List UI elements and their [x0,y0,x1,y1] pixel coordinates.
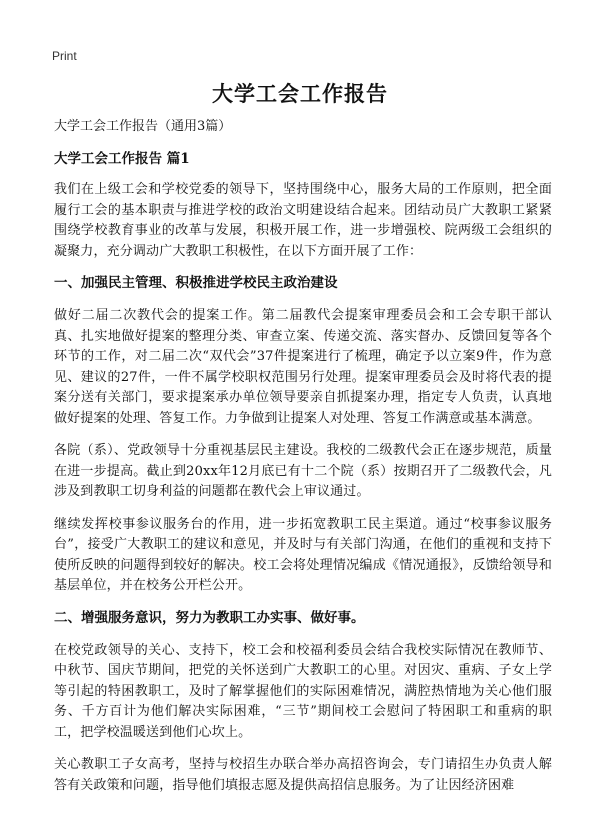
section2-paragraph: 关心教职工子女高考，坚持与校招生办联合举办高招咨询会，专门请招生办负责人解答有关政策和问题，指导他们填报志愿及提供高招信息服务。为了让因经济困难 [54,757,552,793]
section1-paragraph: 各院（系）、党政领导十分重视基层民主建设。我校的二级教代会正在逐步规范，质量在进一步提高。截止到20xx年12月底已有十二个院（系）按期召开了二级教代会，凡涉及到教职工切身利益的问题都在教代会上审议通过。 [54,443,552,499]
section2-paragraph: 在校党政领导的关心、支持下，校工会和校福利委员会结合我校实际情况在教师节、中秋节、国庆节期间，把党的关怀送到广大教职工的心里。对因灾、重病、子女上学等引起的特困教职工，及时了解掌握他们的实际困难情况，满腔热情地为关心他们服务、千方百计为他们解决实际困难，“三节”期间校工会慰问了特困职工和重病的职工，把学校温暖送到他们心坎上。 [54,642,552,740]
section1-paragraph: 做好二届二次教代会的提案工作。第二届教代会提案审理委员会和工会专职干部认真、扎实地做好提案的整理分类、审查立案、传递交流、落实督办、反馈回复等各个环节的工作，对二届二次“双代会”37件提案进行了梳理，确定予以立案9件，作为意见、建议的27件，一件不属学校职权范围另行处理。提案审理委员会及时将代表的提案分送有关部门，要求提案承办单位领导要亲自抓提案办理，指定专人负责，认真地做好提案的处理、答复工作。力争做到让提案人对处理、答复工作满意或基本满意。 [54,308,552,426]
section1-paragraph: 继续发挥校事参议服务台的作用，进一步拓宽教职工民主渠道。通过“校事参议服务台”，接受广大教职工的建议和意见，并及时与有关部门沟通，在他们的重视和支持下使所反映的问题得到较好的解决。校工会将处理情况编成《情况通报》，反馈给领导和基层单位，并在校务公开栏公开。 [54,516,552,593]
document-title: 大学工会工作报告 [212,81,388,106]
article-heading: 大学工会工作报告 篇1 [54,151,190,167]
document-body [54,118,552,808]
print-label: Print [52,49,77,63]
document-subtitle: 大学工会工作报告（通用3篇） [54,119,232,134]
intro-paragraph: 我们在上级工会和学校党委的领导下，坚持围绕中心，服务大局的工作原则，把全面履行工会的基本职责与推进学校的政治文明建设结合起来。团结动员广大教职工紧紧围绕学校教育事业的改革与发展，积极开展工作，进一步增强校、院两级工会组织的凝聚力，充分调动广大教职工积极性，在以下方面开展了工作： [54,182,552,259]
section-heading-1: 一、加强民主管理、积极推进学校民主政治建设 [54,275,338,291]
section-heading-2: 二、增强服务意识，努力为教职工办实事、做好事。 [54,609,365,626]
